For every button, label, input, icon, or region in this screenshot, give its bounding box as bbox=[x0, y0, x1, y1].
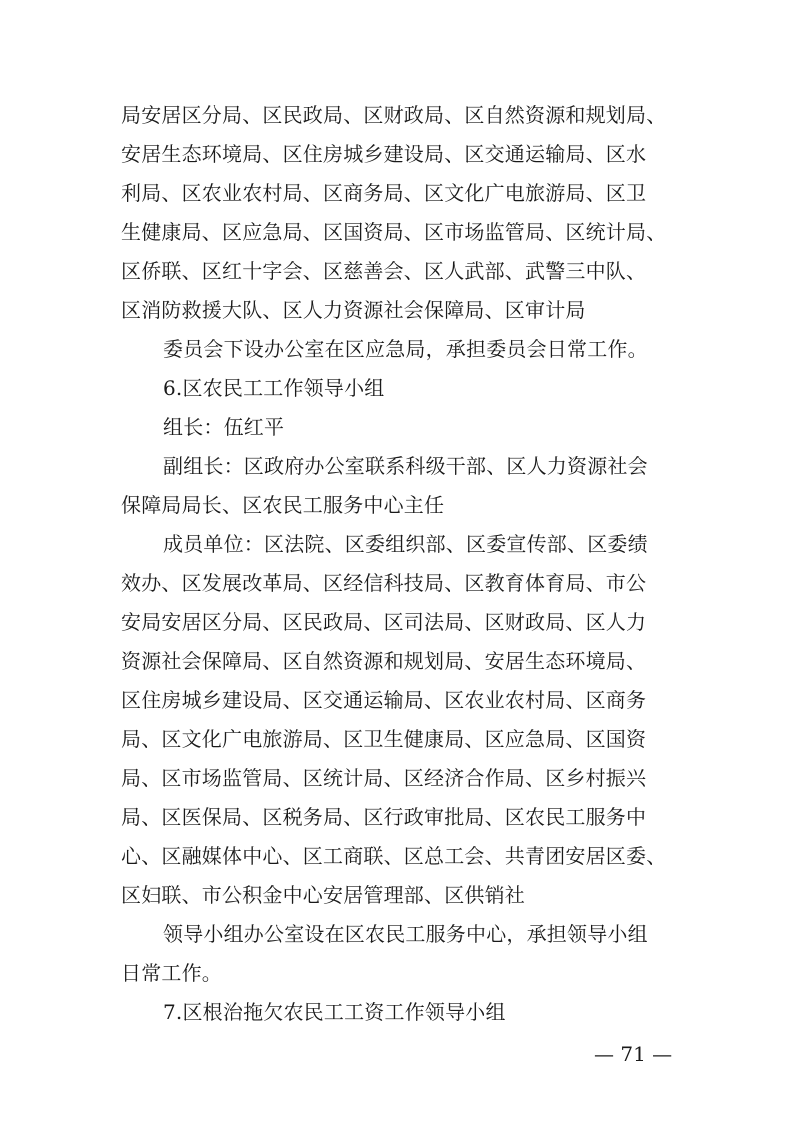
text-line: 效办、区发展改革局、区经信科技局、区教育体育局、市公 bbox=[121, 571, 647, 595]
text-line: 局、区医保局、区税务局、区行政审批局、区农民工服务中 bbox=[121, 805, 647, 829]
text-line: 资源社会保障局、区自然资源和规划局、安居生态环境局、 bbox=[121, 649, 647, 673]
member-units-line: 成员单位：区法院、区委组织部、区委宣传部、区委绩 bbox=[163, 532, 648, 556]
text-line: 区妇联、市公积金中心安居管理部、区供销社 bbox=[121, 883, 525, 907]
page-number: — 71 — bbox=[594, 1042, 673, 1066]
text-line: 局、区文化广电旅游局、区卫生健康局、区应急局、区国资 bbox=[121, 727, 647, 751]
section-heading: 6.区农民工工作领导小组 bbox=[163, 376, 385, 400]
text-line: 区消防救援大队、区人力资源社会保障局、区审计局 bbox=[121, 298, 586, 322]
text-line: 安居生态环境局、区住房城乡建设局、区交通运输局、区水 bbox=[121, 142, 647, 166]
group-leader-line: 组长：伍红平 bbox=[163, 415, 285, 439]
text-line: 局安居区分局、区民政局、区财政局、区自然资源和规划局、 bbox=[121, 103, 667, 127]
text-line: 委员会下设办公室在区应急局，承担委员会日常工作。 bbox=[163, 337, 648, 361]
text-line: 保障局局长、区农民工服务中心主任 bbox=[121, 493, 445, 517]
text-line: 领导小组办公室设在区农民工服务中心，承担领导小组 bbox=[163, 922, 648, 946]
text-line: 利局、区农业农村局、区商务局、区文化广电旅游局、区卫 bbox=[121, 181, 647, 205]
text-line: 心、区融媒体中心、区工商联、区总工会、共青团安居区委、 bbox=[121, 844, 667, 868]
text-line: 区侨联、区红十字会、区慈善会、区人武部、武警三中队、 bbox=[121, 259, 647, 283]
text-line: 生健康局、区应急局、区国资局、区市场监管局、区统计局、 bbox=[121, 220, 667, 244]
text-line: 局、区市场监管局、区统计局、区经济合作局、区乡村振兴 bbox=[121, 766, 647, 790]
deputy-leader-line: 副组长：区政府办公室联系科级干部、区人力资源社会 bbox=[163, 454, 648, 478]
text-line: 安局安居区分局、区民政局、区司法局、区财政局、区人力 bbox=[121, 610, 647, 634]
text-line: 区住房城乡建设局、区交通运输局、区农业农村局、区商务 bbox=[121, 688, 647, 712]
section-heading: 7.区根治拖欠农民工工资工作领导小组 bbox=[163, 1000, 506, 1024]
text-line: 日常工作。 bbox=[121, 961, 222, 985]
document-body bbox=[121, 96, 673, 1032]
